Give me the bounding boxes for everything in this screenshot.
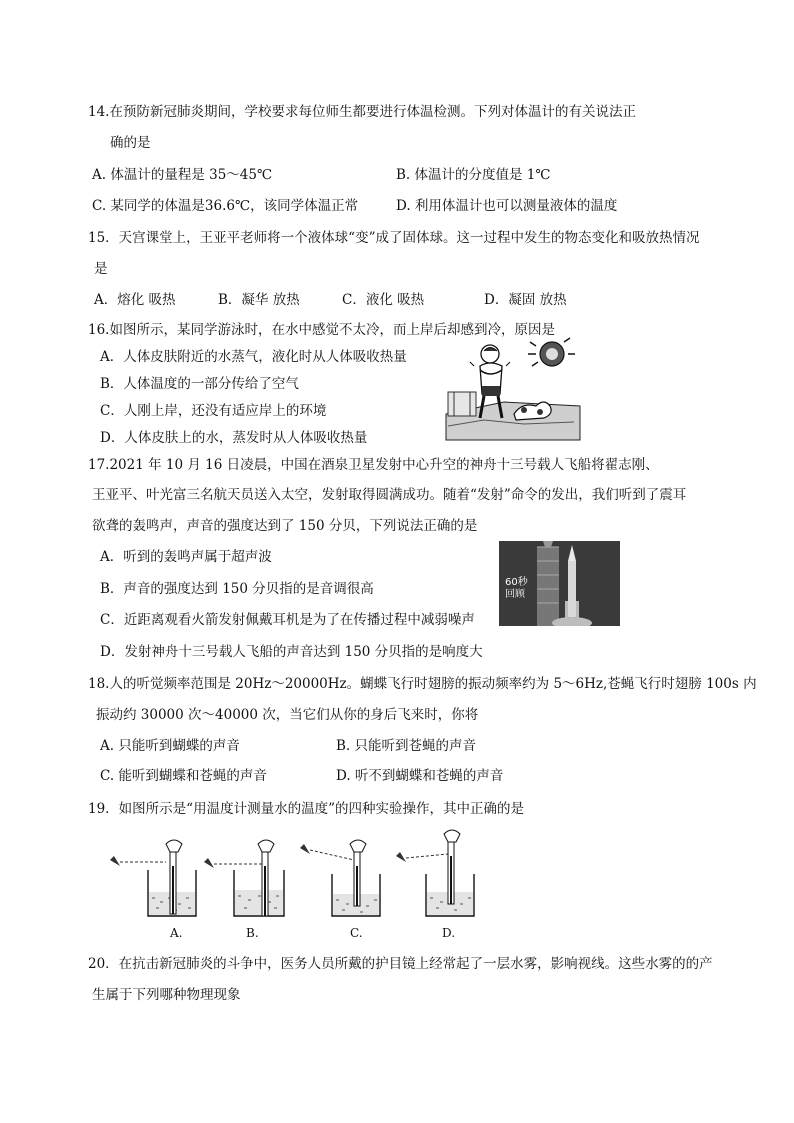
eye-d-icon [396,852,406,862]
q19-thermometer-diagram [104,826,484,922]
eye-a-icon [110,856,120,866]
hand-c-icon [350,840,366,852]
q19-label-c: C. [350,926,363,940]
q16-stem: 16.如图所示，某同学游泳时，在水中感觉不太冷，而上岸后却感到冷，原因是 [88,322,555,338]
q16-swimmer-illustration [444,336,582,442]
beaker-a [110,840,196,916]
q15-stem-line2: 是 [94,261,108,277]
q20-stem-line1: 20．在抗击新冠肺炎的斗争中，医务人员所戴的护目镜上经常起了一层水雾，影响视线。这些水雾的的产 [88,956,713,972]
beaker-b [204,840,284,916]
q15-option-d: D．凝固 放热 [484,292,567,308]
q19-label-d: D. [442,926,456,940]
q18-option-b: B. 只能听到苍蝇的声音 [336,738,477,754]
q19-label-a: A. [170,926,183,940]
q15-stem-line1: 15．天宫课堂上，王亚平老师将一个液体球“变”成了固体球。这一过程中发生的物态变化和吸放热情况 [88,230,700,246]
eye-b-icon [204,858,214,868]
q14-stem-line2: 确的是 [110,135,151,151]
photo-caption-line2: 回顾 [505,589,525,600]
q19-stem: 19．如图所示是“用温度计测量水的温度”的四种实验操作，其中正确的是 [88,801,524,817]
q18-option-a: A. 只能听到蝴蝶的声音 [100,738,240,754]
hand-b-icon [258,840,274,852]
q14-option-d: D. 利用体温计也可以测量液体的温度 [396,198,618,214]
q14-stem-line1: 14.在预防新冠肺炎期间，学校要求每位师生都要进行体温检测。下列对体温计的有关说法正 [88,104,636,120]
q18-stem-line1: 18.人的听觉频率范围是 20Hz～20000Hz。蝴蝶飞行时翅膀的振动频率约为 5～6Hz,苍蝇飞行时翅膀 100s 内 [88,676,757,692]
q16-option-a: A．人体皮肤附近的水蒸气，液化时从人体吸收热量 [100,349,407,365]
q15-option-c: C．液化 吸热 [342,292,425,308]
q16-option-c: C．人刚上岸，还没有适应岸上的环境 [100,403,327,419]
q17-option-a: A．听到的轰鸣声属于超声波 [100,549,272,565]
q14-option-a: A. 体温计的量程是 35～45℃ [92,167,273,183]
q17-stem-line2: 王亚平、叶光富三名航天员送入太空，发射取得圆满成功。随着“发射”命令的发出，我们听到了震耳 [92,487,687,503]
q17-option-d: D．发射神舟十三号载人飞船的声音达到 150 分贝指的是响度大 [100,644,483,660]
q14-option-c: C. 某同学的体温是36.6℃，该同学体温正常 [92,198,359,214]
q16-option-d: D．人体皮肤上的水，蒸发时从人体吸收热量 [100,430,368,446]
q19-label-b: B. [246,926,259,940]
q20-stem-line2: 生属于下列哪种物理现象 [92,987,241,1003]
eye-c-icon [300,844,310,854]
photo-caption-line1: 60秒 [505,577,528,588]
q15-option-a: A．熔化 吸热 [94,292,176,308]
q18-option-d: D. 听不到蝴蝶和苍蝇的声音 [336,768,504,784]
hand-d-icon [444,830,460,842]
q17-rocket-launch-photo [499,541,620,626]
beaker-c [300,840,380,916]
q14-option-b: B. 体温计的分度值是 1℃ [396,167,551,183]
q17-stem-line1: 17.2021 年 10 月 16 日凌晨，中国在酒泉卫星发射中心升空的神舟十三号载人飞船将翟志刚、 [88,457,659,473]
q15-option-b: B．凝华 放热 [218,292,300,308]
q17-option-c: C．近距离观看火箭发射佩戴耳机是为了在传播过程中减弱噪声 [100,612,475,628]
beaker-d [396,830,474,916]
photo-caption [505,577,528,601]
hand-a-icon [166,840,182,852]
q16-option-b: B．人体温度的一部分传给了空气 [100,376,299,392]
q18-stem-line2: 振动约 30000 次～40000 次，当它们从你的身后飞来时，你将 [96,707,479,723]
q17-option-b: B．声音的强度达到 150 分贝指的是音调很高 [100,581,374,597]
q18-option-c: C. 能听到蝴蝶和苍蝇的声音 [100,768,267,784]
q17-stem-line3: 欲聋的轰鸣声，声音的强度达到了 150 分贝，下列说法正确的是 [92,518,478,534]
